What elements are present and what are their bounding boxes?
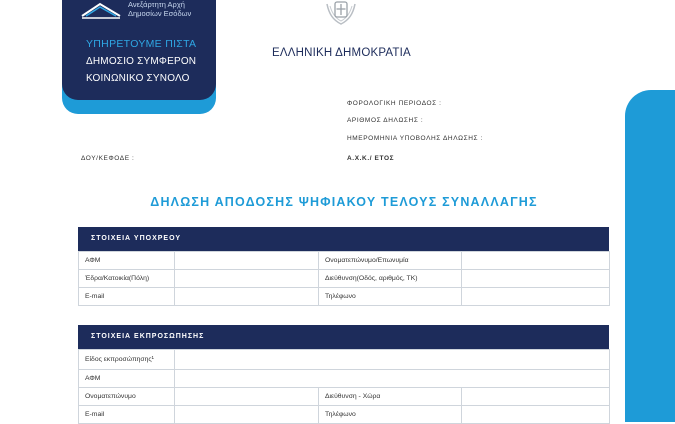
section-header-obligor: ΣΤΟΙΧΕΙΑ ΥΠΟΧΡΕΟΥ	[78, 227, 609, 251]
obligor-table	[78, 251, 610, 306]
city-field[interactable]	[175, 270, 319, 288]
slogan-line-2: ΔΗΜΟΣΙΟ ΣΥΜΦΕΡΟΝ	[86, 56, 197, 67]
aade-logo-icon	[80, 0, 122, 20]
republic-title: ΕΛΛΗΝΙΚΗ ΔΗΜΟΚΡΑΤΙΑ	[272, 47, 411, 59]
submission-date-label: ΗΜΕΡΟΜΗΝΙΑ ΥΠΟΒΟΛΗΣ ΔΗΛΩΣΗΣ :	[347, 135, 483, 142]
axk-year-label: Α.Χ.Κ./ ΕΤΟΣ	[347, 155, 395, 162]
representative-name-field[interactable]	[175, 388, 319, 406]
representative-email-field[interactable]	[175, 406, 319, 424]
slogan-line-1: ΥΠΗΡΕΤΟΥΜΕ ΠΙΣΤΑ	[86, 38, 197, 50]
email-field[interactable]	[175, 288, 319, 306]
table-row	[79, 288, 610, 306]
field-label: Τηλέφωνο	[319, 406, 462, 424]
table-row	[79, 252, 610, 270]
greek-emblem-icon	[321, 0, 361, 26]
field-label: Είδος εκπροσώπησης¹	[79, 350, 175, 370]
phone-field[interactable]	[462, 288, 610, 306]
representation-table	[78, 349, 610, 424]
table-row	[79, 406, 610, 424]
tax-period-label: ΦΟΡΟΛΟΓΙΚΗ ΠΕΡΙΟΔΟΣ :	[347, 100, 442, 107]
field-label: Ονοματεπώνυμο	[79, 388, 175, 406]
field-label: Τηλέφωνο	[319, 288, 462, 306]
document-title: ΔΗΛΩΣΗ ΑΠΟΔΟΣΗΣ ΨΗΦΙΑΚΟΥ ΤΕΛΟΥΣ ΣΥΝΑΛΛΑΓΗΣ	[150, 195, 538, 209]
decorative-side-strip	[625, 90, 675, 422]
agency-name-line-2: Δημοσίων Εσόδων	[128, 9, 192, 18]
address-field[interactable]	[462, 270, 610, 288]
table-row	[79, 270, 610, 288]
table-row	[79, 370, 610, 388]
field-label: E-mail	[79, 288, 175, 306]
table-row	[79, 350, 610, 370]
doy-label: ΔΟΥ/ΚΕΦΟΔΕ :	[81, 155, 135, 162]
agency-name-line-1: Ανεξάρτητη Αρχή	[128, 0, 185, 9]
representative-afm-field[interactable]	[175, 370, 610, 388]
representation-type-field[interactable]	[175, 350, 610, 370]
field-label: ΑΦΜ	[79, 370, 175, 388]
field-label: Διεύθυνση(Οδός, αριθμός, ΤΚ)	[319, 270, 462, 288]
declaration-number-label: ΑΡΙΘΜΟΣ ΔΗΛΩΣΗΣ :	[347, 117, 424, 124]
afm-field[interactable]	[175, 252, 319, 270]
name-field[interactable]	[462, 252, 610, 270]
representative-phone-field[interactable]	[462, 406, 610, 424]
section-header-representation: ΣΤΟΙΧΕΙΑ ΕΚΠΡΟΣΩΠΗΣΗΣ	[78, 325, 609, 349]
table-row	[79, 388, 610, 406]
slogan-line-3: ΚΟΙΝΩΝΙΚΟ ΣΥΝΟΛΟ	[86, 73, 190, 84]
representative-address-field[interactable]	[462, 388, 610, 406]
field-label: Διεύθυνση - Χώρα	[319, 388, 462, 406]
agency-name	[128, 0, 218, 18]
field-label: Ονοματεπώνυμο/Επωνυμία	[319, 252, 462, 270]
field-label: Έδρα/Κατοικία(Πόλη)	[79, 270, 175, 288]
field-label: E-mail	[79, 406, 175, 424]
field-label: ΑΦΜ	[79, 252, 175, 270]
